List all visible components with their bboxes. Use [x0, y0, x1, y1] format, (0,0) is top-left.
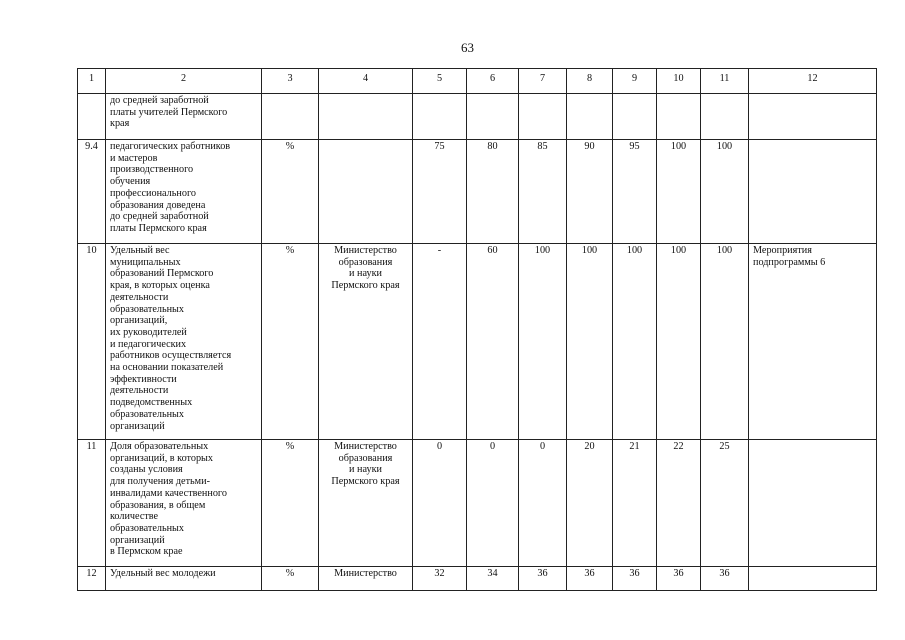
- indicator-name-line: образовательных: [110, 522, 184, 534]
- indicator-name-line: профессионального: [110, 187, 196, 199]
- note-cell: [749, 440, 877, 567]
- column-header: 3: [262, 69, 319, 94]
- value-cell: 0: [519, 440, 567, 567]
- indicator-name-line: педагогических работников: [110, 141, 231, 152]
- indicator-name-line: образования доведена: [110, 199, 206, 211]
- indicator-name-line: и педагогических: [110, 338, 187, 350]
- indicator-name-line: образовательных: [110, 408, 184, 420]
- value-cell: 100: [613, 244, 657, 440]
- indicator-name-cell: [106, 244, 262, 440]
- value-cell: [613, 94, 657, 140]
- value-cell: -: [413, 244, 467, 440]
- value-cell: 100: [701, 140, 749, 244]
- table-row: [78, 244, 877, 440]
- indicator-name-line: количестве: [110, 511, 159, 523]
- value-cell: 100: [701, 244, 749, 440]
- indicator-name-line: муниципальных: [110, 256, 181, 268]
- executor-line: и науки: [349, 464, 382, 476]
- indicator-name-line: подведомственных: [110, 397, 193, 409]
- value-cell: 90: [567, 140, 613, 244]
- value-cell: 34: [467, 567, 519, 591]
- indicator-name-cell: [106, 567, 262, 591]
- note-line: подпрограммы 6: [753, 256, 826, 268]
- row-number-cell: 12: [78, 567, 106, 591]
- table-row: [78, 440, 877, 567]
- indicator-name-line: образовательных: [110, 303, 184, 315]
- indicator-name-line: деятельности: [110, 291, 169, 303]
- value-cell: [701, 94, 749, 140]
- column-header: 7: [519, 69, 567, 94]
- row-number-cell: 10: [78, 244, 106, 440]
- value-cell: 36: [567, 567, 613, 591]
- value-cell: 22: [657, 440, 701, 567]
- indicator-name-line: производственного: [110, 164, 194, 176]
- indicator-name-cell: [106, 94, 262, 140]
- indicator-name-line: для получения детьми-: [110, 476, 210, 488]
- indicator-name-line: образований Пермского: [110, 268, 214, 280]
- value-cell: 36: [701, 567, 749, 591]
- indicator-name-line: до средней заработной: [110, 95, 209, 106]
- indicator-name-line: инвалидами качественного: [110, 487, 227, 499]
- executor-cell: [319, 94, 413, 140]
- value-cell: 100: [657, 140, 701, 244]
- row-number-cell: 9.4: [78, 140, 106, 244]
- value-cell: [467, 94, 519, 140]
- note-cell: [749, 140, 877, 244]
- value-cell: 60: [467, 244, 519, 440]
- unit-cell: [262, 94, 319, 140]
- indicator-table: [77, 68, 877, 591]
- column-header: 10: [657, 69, 701, 94]
- executor-line: Министерство: [334, 245, 397, 256]
- note-cell: [749, 94, 877, 140]
- indicator-name-line: работников осуществляется: [110, 350, 232, 362]
- unit-cell: %: [262, 140, 319, 244]
- indicator-name-line: деятельности: [110, 385, 169, 397]
- column-header: 8: [567, 69, 613, 94]
- column-header: 6: [467, 69, 519, 94]
- value-cell: 75: [413, 140, 467, 244]
- executor-line: Министерство: [334, 568, 397, 579]
- column-header: 5: [413, 69, 467, 94]
- indicator-name-line: края: [110, 118, 130, 130]
- note-cell: [749, 567, 877, 591]
- row-number-cell: 11: [78, 440, 106, 567]
- indicator-name-line: организаций,: [110, 315, 168, 327]
- indicator-name-line: обучения: [110, 176, 151, 188]
- indicator-name-line: их руководителей: [110, 326, 187, 338]
- column-header: 12: [749, 69, 877, 94]
- unit-cell: %: [262, 567, 319, 591]
- value-cell: [519, 94, 567, 140]
- table-row: [78, 140, 877, 244]
- value-cell: [567, 94, 613, 140]
- indicator-name-line: эффективности: [110, 373, 177, 385]
- value-cell: 36: [613, 567, 657, 591]
- indicator-name-line: в Пермском крае: [110, 546, 183, 558]
- indicator-name-line: организаций, в которых: [110, 452, 213, 464]
- indicator-name-line: и мастеров: [110, 152, 158, 164]
- indicator-name-line: края, в которых оценка: [110, 280, 210, 292]
- executor-line: образования: [338, 256, 393, 268]
- value-cell: 85: [519, 140, 567, 244]
- column-header: 4: [319, 69, 413, 94]
- executor-line: Пермского края: [331, 280, 400, 292]
- header-row: [78, 69, 877, 94]
- indicator-name-cell: [106, 440, 262, 567]
- note-line: Мероприятия: [753, 245, 812, 256]
- executor-cell: [319, 244, 413, 440]
- indicator-name-line: организаций: [110, 420, 165, 432]
- executor-line: образования: [338, 452, 393, 464]
- indicator-name-line: платы учителей Пермского: [110, 106, 228, 118]
- value-cell: 0: [413, 440, 467, 567]
- value-cell: 20: [567, 440, 613, 567]
- column-header: 9: [613, 69, 657, 94]
- value-cell: [413, 94, 467, 140]
- executor-line: Министерство: [334, 441, 397, 452]
- page-number: 63: [461, 40, 474, 55]
- value-cell: 100: [657, 244, 701, 440]
- indicator-name-line: Удельный вес: [110, 245, 170, 256]
- column-header: 1: [78, 69, 106, 94]
- executor-line: и науки: [349, 268, 382, 280]
- indicator-name-line: на основании показателей: [110, 362, 224, 374]
- unit-cell: %: [262, 440, 319, 567]
- note-cell: [749, 244, 877, 440]
- indicator-name-cell: [106, 140, 262, 244]
- indicator-name-line: образования, в общем: [110, 499, 206, 511]
- column-header: 2: [106, 69, 262, 94]
- table-row: [78, 567, 877, 591]
- indicator-name-line: платы Пермского края: [110, 222, 207, 234]
- executor-cell: [319, 440, 413, 567]
- value-cell: 0: [467, 440, 519, 567]
- value-cell: 32: [413, 567, 467, 591]
- value-cell: [657, 94, 701, 140]
- value-cell: 36: [657, 567, 701, 591]
- executor-line: Пермского края: [331, 476, 400, 488]
- value-cell: 25: [701, 440, 749, 567]
- indicator-name-line: Доля образовательных: [110, 441, 209, 452]
- value-cell: 100: [519, 244, 567, 440]
- table-row: [78, 94, 877, 140]
- value-cell: 100: [567, 244, 613, 440]
- row-number-cell: [78, 94, 106, 140]
- indicator-name-line: до средней заработной: [110, 211, 209, 223]
- unit-cell: %: [262, 244, 319, 440]
- executor-cell: [319, 140, 413, 244]
- executor-cell: [319, 567, 413, 591]
- column-header: 11: [701, 69, 749, 94]
- value-cell: 21: [613, 440, 657, 567]
- indicator-name-line: созданы условия: [110, 464, 183, 476]
- indicator-name-line: Удельный вес молодежи: [110, 568, 216, 579]
- value-cell: 80: [467, 140, 519, 244]
- indicator-name-line: организаций: [110, 534, 165, 546]
- value-cell: 95: [613, 140, 657, 244]
- value-cell: 36: [519, 567, 567, 591]
